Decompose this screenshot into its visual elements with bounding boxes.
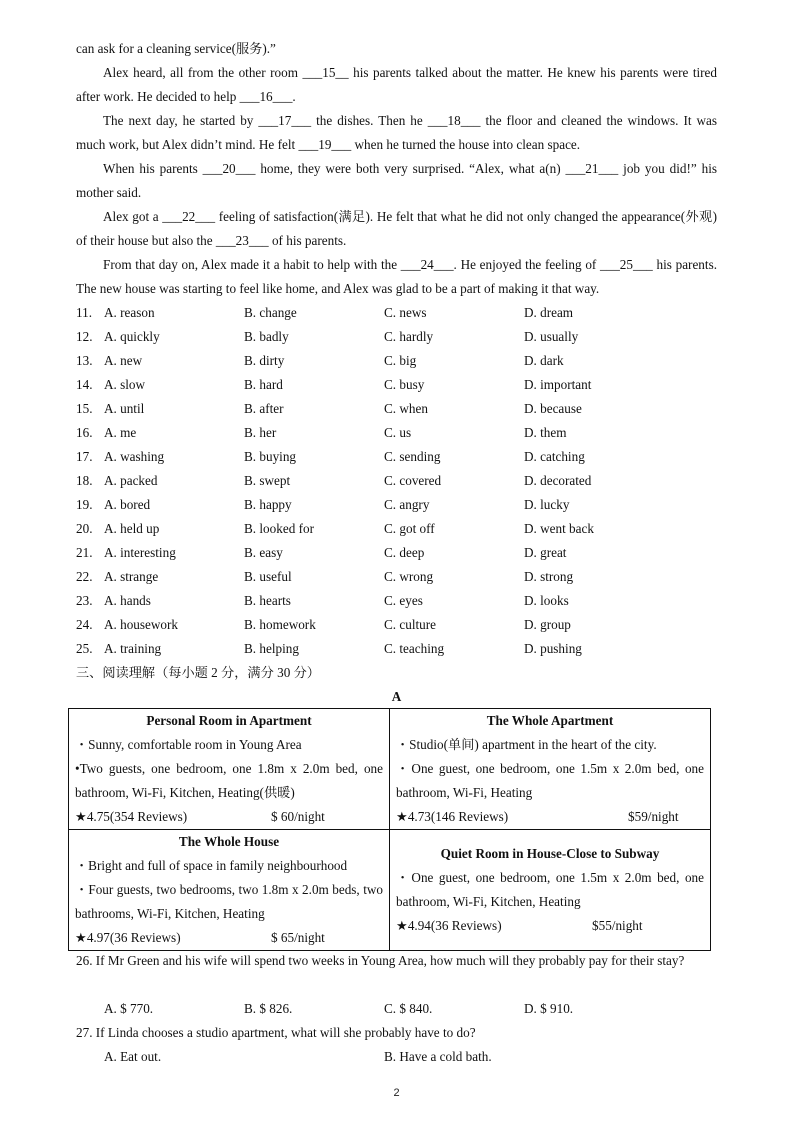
passage-paragraph: When his parents ___20___ home, they were both very surprised. “Alex, what a(n) ___21___ job you did!” his mother said. [76,161,717,200]
listing-rating: ★4.73(146 Reviews) [396,809,509,824]
option-row: 15. A. until B. after C. when D. because [76,401,582,416]
option-row: 14. A. slow B. hard C. busy D. important [76,377,592,392]
listing-bullet: ・Bright and full of space in family neighbourhood [75,858,348,873]
listing-cell [69,830,390,951]
listing-rating: ★4.75(354 Reviews) [75,809,188,824]
answer-option: C. $ 840. [384,1001,433,1016]
option-row: 11. A. reason B. change C. news D. dream [76,305,574,320]
answer-option: B. $ 826. [244,1001,293,1016]
listing-title: Personal Room in Apartment [146,713,312,728]
page-number: 2 [393,1087,400,1099]
listing-cell [69,709,390,830]
listing-price: $ 60/night [271,809,325,824]
option-row: 22. A. strange B. useful C. wrong D. strong [76,569,574,584]
answer-option: B. Have a cold bath. [384,1049,492,1064]
question-26: 26. If Mr Green and his wife will spend two weeks in Young Area, how much will they probably pay for their stay? [76,953,685,968]
listing-cell [390,709,711,830]
passage-paragraph: Alex got a ___22___ feeling of satisfaction(满足). He felt that what he did not only changed the appearance(外观) of their house but also the ___23___ of his parents. [76,209,717,248]
listing-title: The Whole House [178,834,280,849]
question-27: 27. If Linda chooses a studio apartment, what will she probably have to do? [76,1025,476,1040]
listing-bullet: ・Four guests, two bedrooms, two 1.8m x 2.0m beds, two bathrooms, Wi-Fi, Kitchen, Heating [75,882,383,921]
listing-rating: ★4.97(36 Reviews) [75,930,181,945]
listing-bullet: ・One guest, one bedroom, one 1.5m x 2.0m bed, one bathroom, Wi-Fi, Heating [396,761,704,800]
option-row: 24. A. housework B. homework C. culture D. group [76,617,571,632]
listing-cell [390,830,711,951]
listing-bullet: •Two guests, one bedroom, one 1.8m x 2.0m bed, one bathroom, Wi-Fi, Kitchen, Heating(供暖) [75,761,383,800]
listing-bullet: ・Sunny, comfortable room in Young Area [75,737,302,752]
listing-price: $59/night [628,809,679,824]
listings-table [68,708,711,951]
passage-paragraph: Alex heard, all from the other room ___15__ his parents talked about the matter. He knew his parents were tired after work. He decided to help ___16___. [76,65,717,104]
listing-bullet: ・One guest, one bedroom, one 1.5m x 2.0m bed, one bathroom, Wi-Fi, Kitchen, Heating [396,870,704,909]
listing-price: $55/night [592,918,643,933]
option-row: 12. A. quickly B. badly C. hardly D. usually [76,329,579,344]
listing-title: The Whole Apartment [486,713,614,728]
listing-bullet: ・Studio(单间) apartment in the heart of the city. [396,737,657,752]
listing-price: $ 65/night [271,930,325,945]
option-row: 13. A. new B. dirty C. big D. dark [76,353,564,368]
answer-row-26 [76,997,717,1021]
option-row: 18. A. packed B. swept C. covered D. decorated [76,473,592,488]
listing-title: Quiet Room in House-Close to Subway [440,846,660,861]
answer-option: A. Eat out. [104,1049,162,1064]
listing-rating: ★4.94(36 Reviews) [396,918,502,933]
answer-row-27 [76,1045,717,1069]
passage-line-continuation: can ask for a cleaning service(服务).” [76,41,276,56]
option-row: 16. A. me B. her C. us D. them [76,425,567,440]
option-row: 19. A. bored B. happy C. angry D. lucky [76,497,570,512]
option-row: 17. A. washing B. buying C. sending D. catching [76,449,585,464]
option-row: 23. A. hands B. hearts C. eyes D. looks [76,593,569,608]
passage-paragraph: The next day, he started by ___17___ the dishes. Then he ___18___ the floor and cleaned the windows. It was much work, but Alex didn’t mind. He felt ___19___ when he turned the house into clean space. [76,113,717,152]
answer-option: D. $ 910. [524,1001,574,1016]
answer-option: A. $ 770. [104,1001,154,1016]
passage-label: A [391,689,402,704]
option-row: 20. A. held up B. looked for C. got off D. went back [76,521,594,536]
option-row: 25. A. training B. helping C. teaching D. pushing [76,641,582,656]
section-title: 三、阅读理解（每小题 2 分，满分 30 分） [76,665,320,680]
option-row: 21. A. interesting B. easy C. deep D. great [76,545,567,560]
passage-paragraph: From that day on, Alex made it a habit to help with the ___24___. He enjoyed the feeling of ___25___ his parents. The new house was starting to feel like home, and Alex was glad to be a part of making it that way. [76,257,717,296]
